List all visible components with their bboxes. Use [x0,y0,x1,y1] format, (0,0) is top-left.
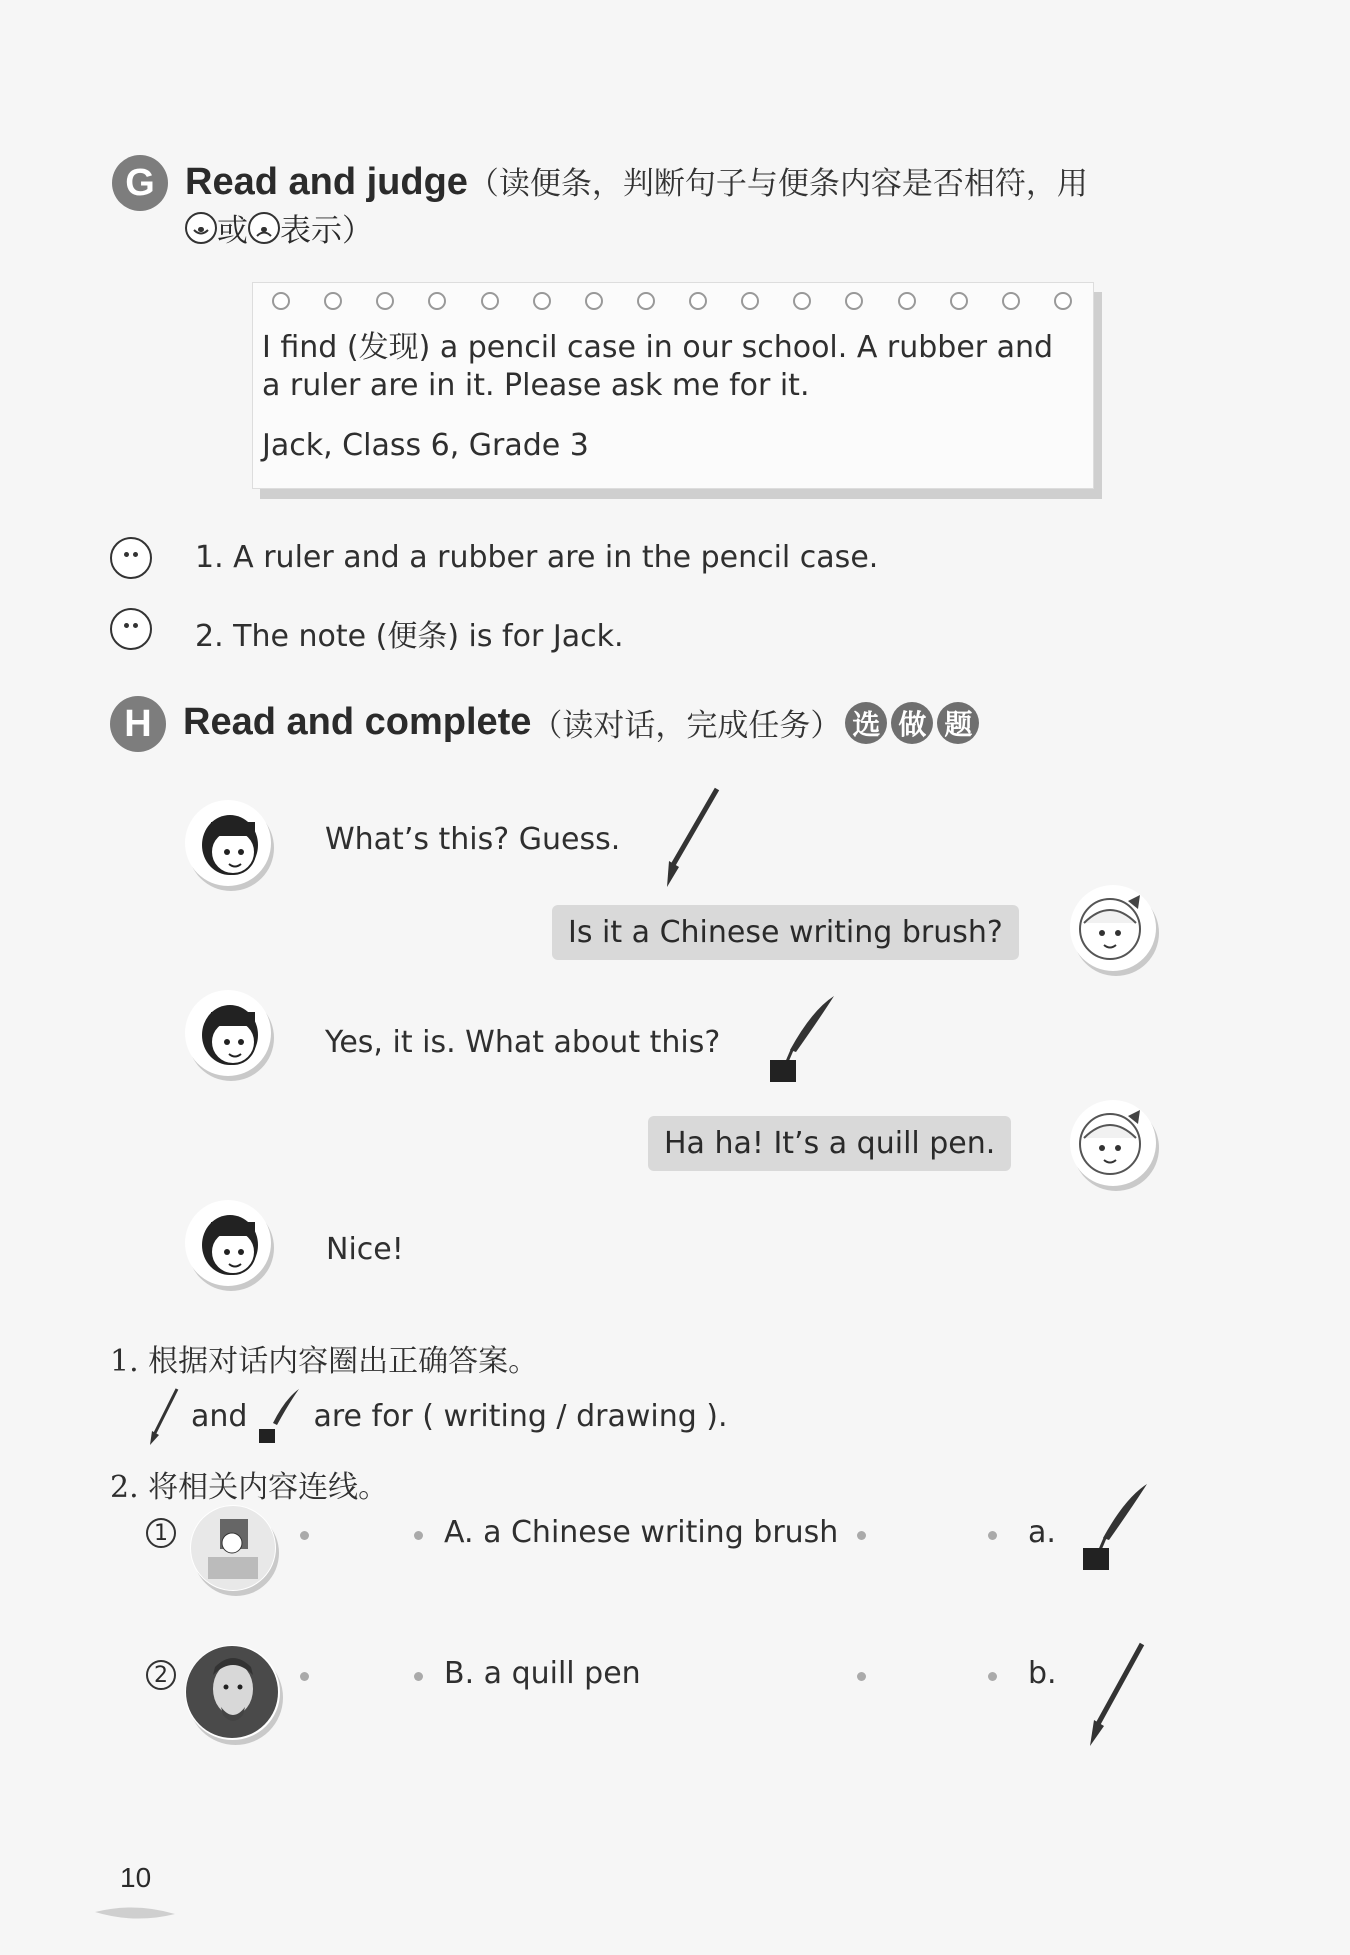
avatar-girl-blonde [1070,885,1156,971]
writing-brush-icon [145,1385,183,1447]
instruction-express: 表示） [280,213,373,249]
section-g-letter: G [125,161,155,204]
avatar-girl-dark [185,1200,271,1286]
binding-hole [793,292,811,310]
sad-face-icon [248,212,280,244]
avatar-girl-dark [185,800,271,886]
binding-hole [637,292,655,310]
match-dot-right-1[interactable] [988,1531,997,1540]
task-2-prompt: 2. 将相关内容连线。 [110,1470,389,1505]
match-right-1: a. [1028,1515,1056,1550]
binding-hole [272,292,290,310]
dialogue-line-4: Ha ha! It’s a quill pen. [664,1126,996,1161]
answer-circle-2[interactable] [110,608,152,650]
task-1-prompt: 1. 根据对话内容圈出正确答案。 [110,1344,539,1379]
dialogue-line-1: What’s this? Guess. [325,822,621,857]
match-dot-right-2[interactable] [988,1672,997,1681]
binding-hole [741,292,759,310]
quill-pen-icon [255,1385,305,1447]
binding-hole [428,292,446,310]
section-h-title: Read and complete [183,701,532,743]
judge-question-2: 2. The note (便条) is for Jack. [195,619,624,654]
binding-hole [950,292,968,310]
match-dot-mid-left-2[interactable] [414,1672,423,1681]
avatar-girl-blonde [1070,1100,1156,1186]
section-g-badge [112,155,168,211]
section-h-header [183,700,979,745]
note-line-2: a ruler are in it. Please ask me for it. [262,368,810,403]
match-middle-1: A. a Chinese writing brush [444,1515,839,1550]
match-dot-left-2[interactable] [300,1672,309,1681]
binding-hole [1002,292,1020,310]
binding-hole [689,292,707,310]
optional-tag-1: 选 [845,702,887,744]
page-number: 10 [120,1862,152,1893]
note-signature: Jack, Class 6, Grade 3 [262,428,589,463]
writing-brush-icon [1080,1640,1150,1750]
match-middle-2: B. a quill pen [444,1656,641,1691]
section-g-header [185,158,1088,204]
answer-circle-1[interactable] [110,537,152,579]
writing-brush-icon [655,785,725,890]
judge-question-1: 1. A ruler and a rubber are in the pencil case. [195,540,879,575]
note-binding-holes [272,292,1072,310]
section-h-letter: H [124,702,152,745]
section-g-title: Read and judge [185,161,468,203]
optional-tag-3: 题 [937,702,979,744]
dialogue-line-2: Is it a Chinese writing brush? [568,915,1003,950]
section-h-badge [110,696,166,752]
match-dot-mid-right-1[interactable] [857,1531,866,1540]
task-1-sentence [145,1385,728,1447]
speech-bubble-2 [552,905,1019,960]
match-number-1: 1 [146,1518,176,1548]
shakespeare-portrait [185,1645,280,1740]
binding-hole [845,292,863,310]
binding-hole [533,292,551,310]
binding-hole [481,292,499,310]
task-1-choice[interactable]: are for ( writing / drawing ). [313,1398,728,1434]
binding-hole [898,292,916,310]
avatar-girl-dark [185,990,271,1076]
match-right-2: b. [1028,1656,1057,1691]
binding-hole [1054,292,1072,310]
match-dot-mid-right-2[interactable] [857,1672,866,1681]
dialogue-line-5: Nice! [326,1232,404,1267]
speech-bubble-4 [648,1116,1011,1171]
binding-hole [324,292,342,310]
smiley-icon [185,212,217,244]
optional-tag-2: 做 [891,702,933,744]
match-number-2: 2 [146,1660,176,1690]
section-g-instruction-line2 [185,205,373,250]
task-1-and: and [191,1398,248,1434]
calligrapher-picture [190,1505,276,1591]
section-g-instruction: （读便条，判断句子与便条内容是否相符，用 [467,166,1088,202]
quill-pen-icon [1075,1480,1155,1575]
match-dot-left-1[interactable] [300,1531,309,1540]
instruction-or: 或 [217,213,248,249]
page-corner-decoration [95,1902,175,1922]
section-h-instruction: （读对话，完成任务） [531,708,842,744]
binding-hole [376,292,394,310]
dialogue-line-3: Yes, it is. What about this? [325,1025,721,1060]
note-line-1: I find (发现) a pencil case in our school. A rubber and [262,330,1054,365]
quill-pen-icon [762,992,842,1087]
match-dot-mid-left-1[interactable] [414,1531,423,1540]
binding-hole [585,292,603,310]
